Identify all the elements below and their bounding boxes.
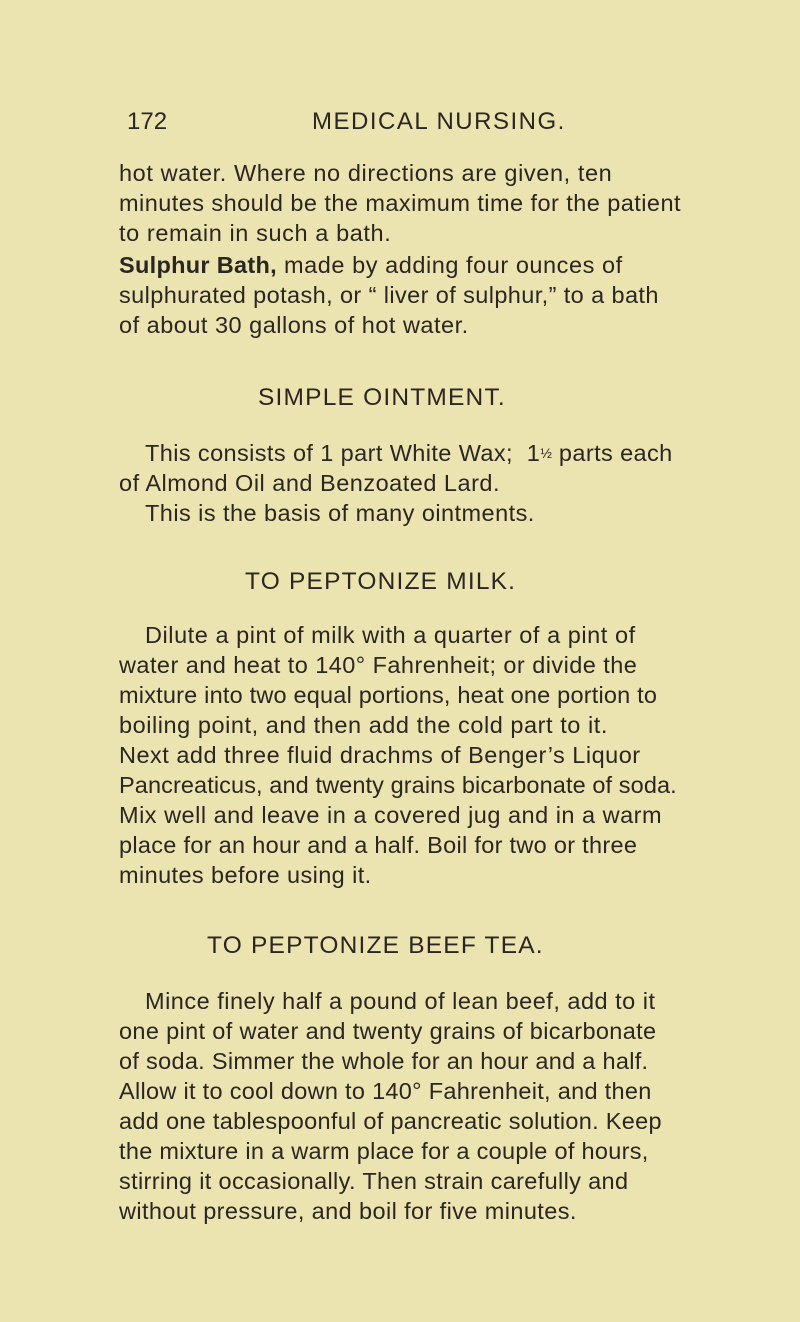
text-line: one pint of water and twenty grains of bicarbonate (119, 1018, 657, 1044)
text-line: without pressure, and boil for five minutes. (119, 1198, 577, 1224)
paragraph-start: Sulphur Bath, made by adding four ounces of (119, 252, 623, 278)
section-heading: TO PEPTONIZE BEEF TEA. (207, 932, 544, 959)
text-line: boiling point, and then add the cold part to it. (119, 712, 608, 738)
text-line: minutes should be the maximum time for the patient (119, 190, 681, 216)
running-head (127, 108, 747, 144)
fraction: ½ (540, 445, 552, 461)
text-line: Next add three fluid drachms of Benger’s Liquor (119, 742, 641, 768)
paragraph-start: Mince finely half a pound of lean beef, add to it (145, 988, 656, 1014)
running-title: MEDICAL NURSING. (312, 108, 566, 135)
text-line: the mixture in a warm place for a couple of hours, (119, 1138, 649, 1164)
section-heading: TO PEPTONIZE MILK. (245, 568, 517, 595)
text-line: This is the basis of many ointments. (145, 500, 535, 526)
text-line: sulphurated potash, or “ liver of sulphur,” to a bath (119, 282, 659, 308)
text-line: mixture into two equal portions, heat one portion to (119, 682, 658, 708)
text-line: add one tablespoonful of pancreatic solution. Keep (119, 1108, 662, 1134)
paragraph-start: This consists of 1 part White Wax; 1½ parts each (145, 440, 673, 466)
text-line: Mix well and leave in a covered jug and in a warm (119, 802, 663, 828)
text-line: of about 30 gallons of hot water. (119, 312, 469, 338)
text-line: of soda. Simmer the whole for an hour and a half. (119, 1048, 649, 1074)
text-line: Allow it to cool down to 140° Fahrenheit, and then (119, 1078, 652, 1104)
text-line: hot water. Where no directions are given, ten (119, 160, 613, 186)
text-line: of Almond Oil and Benzoated Lard. (119, 470, 500, 496)
text-line: to remain in such a bath. (119, 220, 392, 246)
text-line: water and heat to 140° Fahrenheit; or divide the (119, 652, 638, 678)
paragraph-start: Dilute a pint of milk with a quarter of a pint of (145, 622, 636, 648)
text-line: stirring it occasionally. Then strain carefully and (119, 1168, 629, 1194)
text-line: Pancreaticus, and twenty grains bicarbonate of soda. (119, 772, 677, 798)
sulphur-bath-label: Sulphur Bath, (119, 252, 277, 278)
text-line: place for an hour and a half. Boil for two or three (119, 832, 638, 858)
section-heading: SIMPLE OINTMENT. (258, 384, 506, 411)
text-line: minutes before using it. (119, 862, 372, 888)
page-number: 172 (127, 108, 168, 135)
